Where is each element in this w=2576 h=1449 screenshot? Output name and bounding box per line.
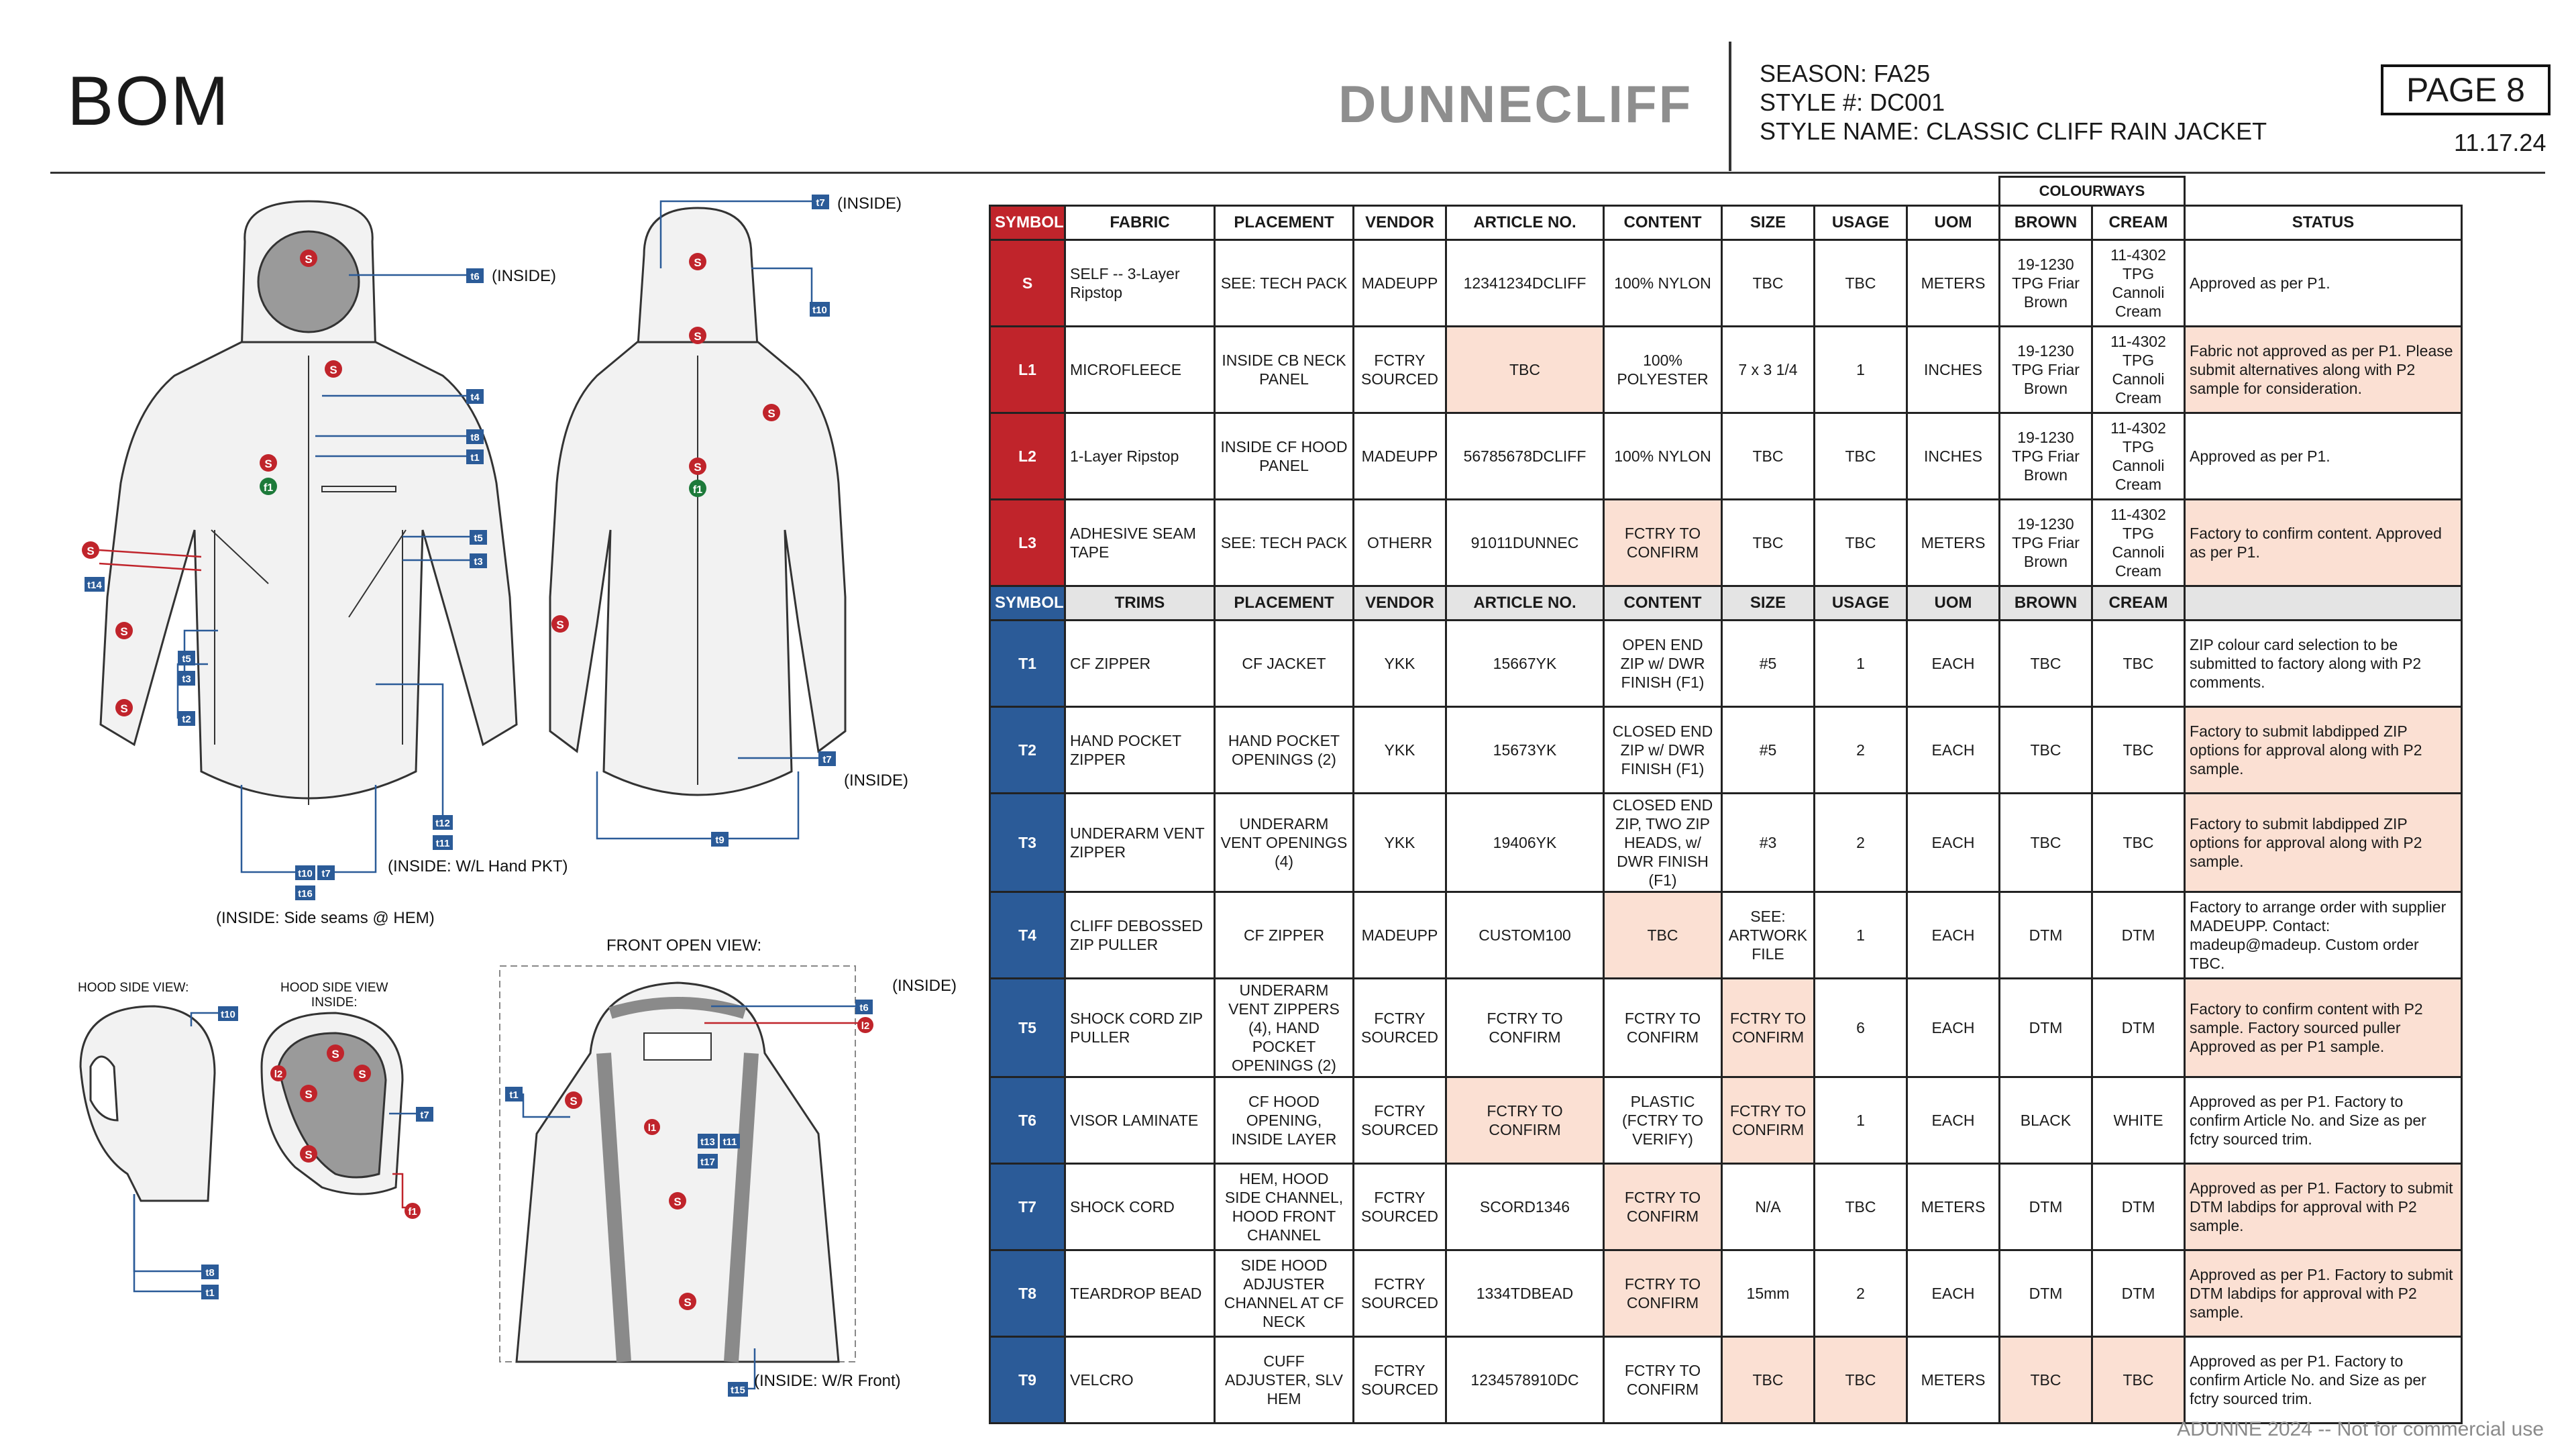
uom-cell: EACH [1907,707,2000,794]
name-cell: TEARDROP BEAD [1065,1250,1215,1337]
name-cell: ADHESIVE SEAM TAPE [1065,500,1215,586]
usage-cell: 1 [1815,1077,1907,1164]
trim-header-cell: CONTENT [1604,586,1722,621]
callout-t6-front-inside: (INSIDE) [892,977,957,995]
trim-header-cell: SIZE [1722,586,1815,621]
page-title: BOM [67,62,230,140]
uom-cell: EACH [1907,794,2000,892]
symbol-cell: T2 [990,707,1065,794]
article-cell: 56785678DCLIFF [1446,413,1604,500]
svg-text:f1: f1 [263,482,274,494]
usage-cell: TBC [1815,1337,1907,1424]
trim-header-cell: UOM [1907,586,2000,621]
article-cell: 1234578910DC [1446,1337,1604,1424]
article-cell: SCORD1346 [1446,1164,1604,1250]
header-divider [1729,42,1731,171]
symbol-cell: T7 [990,1164,1065,1250]
vendor-cell: FCTRY SOURCED [1354,1250,1446,1337]
svg-text:t5: t5 [474,533,483,544]
uom-cell: INCHES [1907,327,2000,413]
table-row [990,621,2462,707]
status-cell: Factory to confirm content. Approved as per P1. [2185,500,2462,586]
size-cell: TBC [1722,240,1815,327]
name-cell: CF ZIPPER [1065,621,1215,707]
svg-text:l2: l2 [274,1069,283,1080]
callout-t7-inside-top: (INSIDE) [837,195,902,213]
content-cell: OPEN END ZIP w/ DWR FINISH (F1) [1604,621,1722,707]
cream-cell: WHITE [2092,1077,2185,1164]
svg-text:t8: t8 [470,432,480,443]
fabric-header-cell: USAGE [1815,206,1907,240]
date-text: 11.17.24 [2454,129,2546,156]
usage-cell: 6 [1815,979,1907,1077]
symbol-cell: T8 [990,1250,1065,1337]
svg-text:t7: t7 [816,197,825,209]
brown-cell: DTM [2000,892,2092,979]
svg-text:t16: t16 [298,888,313,900]
fabric-header-cell: ARTICLE NO. [1446,206,1604,240]
callout-side-seams: (INSIDE: Side seams @ HEM) [216,909,435,927]
brand-name: DUNNECLIFF [1338,74,1693,133]
svg-text:l2: l2 [861,1020,870,1032]
table-row [990,892,2462,979]
content-cell: PLASTIC (FCTRY TO VERIFY) [1604,1077,1722,1164]
svg-text:t5: t5 [182,653,191,665]
name-cell: SELF -- 3-Layer Ripstop [1065,240,1215,327]
svg-text:t15: t15 [731,1385,745,1396]
article-cell: CUSTOM100 [1446,892,1604,979]
garment-sketches: S f1 t6 t4 t8 t1 t5 t3 t14 t5 t3 t2 t12 t11 t10 t7 t16 f1 t7 t10 t7 t9 t10 t8 t1 t7 f1 l2 t6 l2 t1 l1 t13 t11 t17 t15 [40,181,979,1409]
brown-cell: DTM [2000,979,2092,1077]
fabric-header-row [990,206,2462,240]
table-row [990,1250,2462,1337]
vendor-cell: MADEUPP [1354,413,1446,500]
brown-cell: DTM [2000,1164,2092,1250]
name-cell: 1-Layer Ripstop [1065,413,1215,500]
size-cell: FCTRY TO CONFIRM [1722,979,1815,1077]
usage-cell: TBC [1815,500,1907,586]
usage-cell: TBC [1815,1164,1907,1250]
brown-cell: TBC [2000,621,2092,707]
placement-cell: SEE: TECH PACK [1215,500,1354,586]
table-row [990,1077,2462,1164]
name-cell: MICROFLEECE [1065,327,1215,413]
hood-side-view-inside-label: HOOD SIDE VIEW INSIDE: [280,981,388,1010]
colourways-band [990,177,2462,206]
status-cell: Approved as per P1. Factory to submit DTM labdips for approval with P2 sample. [2185,1250,2462,1337]
cream-cell: 11-4302 TPG Cannoli Cream [2092,240,2185,327]
status-cell: Approved as per P1. Factory to submit DTM labdips for approval with P2 sample. [2185,1164,2462,1250]
bom-table-body [990,177,2462,1424]
article-cell: TBC [1446,327,1604,413]
fabric-header-cell: SYMBOL [990,206,1065,240]
svg-text:t1: t1 [509,1089,519,1101]
svg-text:t2: t2 [182,714,191,725]
svg-text:t7: t7 [321,868,331,879]
callout-wr-front: (INSIDE: W/R Front) [754,1372,901,1390]
placement-cell: UNDERARM VENT OPENINGS (4) [1215,794,1354,892]
status-cell: Fabric not approved as per P1. Please submit alternatives along with P2 sample for consideration. [2185,327,2462,413]
placement-cell: CF JACKET [1215,621,1354,707]
trim-header-cell: BROWN [2000,586,2092,621]
cream-cell: DTM [2092,979,2185,1077]
symbol-cell: L2 [990,413,1065,500]
name-cell: CLIFF DEBOSSED ZIP PULLER [1065,892,1215,979]
svg-text:t3: t3 [474,556,483,568]
brown-cell: 19-1230 TPG Friar Brown [2000,327,2092,413]
placement-cell: HEM, HOOD SIDE CHANNEL, HOOD FRONT CHANNEL [1215,1164,1354,1250]
cream-cell: TBC [2092,621,2185,707]
svg-text:t14: t14 [87,580,102,591]
svg-text:t13: t13 [700,1136,715,1148]
style-meta [1760,59,2267,146]
table-row [990,500,2462,586]
cream-cell: DTM [2092,1164,2185,1250]
hood-side-view-label: HOOD SIDE VIEW: [78,981,189,995]
status-cell: Approved as per P1. [2185,240,2462,327]
vendor-cell: FCTRY SOURCED [1354,1164,1446,1250]
table-row [990,707,2462,794]
svg-text:t10: t10 [221,1009,235,1020]
name-cell: UNDERARM VENT ZIPPER [1065,794,1215,892]
placement-cell: UNDERARM VENT ZIPPERS (4), HAND POCKET OPENINGS (2) [1215,979,1354,1077]
cream-cell: 11-4302 TPG Cannoli Cream [2092,327,2185,413]
uom-cell: METERS [1907,1337,2000,1424]
brown-cell: TBC [2000,1337,2092,1424]
size-cell: TBC [1722,1337,1815,1424]
hood-inside-view [262,1013,402,1194]
size-cell: FCTRY TO CONFIRM [1722,1077,1815,1164]
symbol-cell: T4 [990,892,1065,979]
trim-header-cell: USAGE [1815,586,1907,621]
usage-cell: 2 [1815,1250,1907,1337]
content-cell: FCTRY TO CONFIRM [1604,1164,1722,1250]
size-cell: #5 [1722,621,1815,707]
uom-cell: EACH [1907,1077,2000,1164]
fabric-header-cell: SIZE [1722,206,1815,240]
content-cell: FCTRY TO CONFIRM [1604,1337,1722,1424]
cream-cell: 11-4302 TPG Cannoli Cream [2092,413,2185,500]
brown-cell: TBC [2000,794,2092,892]
size-cell: #3 [1722,794,1815,892]
status-cell: Approved as per P1. Factory to confirm Article No. and Size as per fctry sourced trim. [2185,1337,2462,1424]
content-cell: TBC [1604,892,1722,979]
symbol-cell: T5 [990,979,1065,1077]
fabric-header-cell: UOM [1907,206,2000,240]
usage-cell: TBC [1815,240,1907,327]
trim-header-cell [2185,586,2462,621]
vendor-cell: YKK [1354,621,1446,707]
name-cell: SHOCK CORD [1065,1164,1215,1250]
brown-cell: DTM [2000,1250,2092,1337]
symbol-cell: L3 [990,500,1065,586]
name-cell: VISOR LAMINATE [1065,1077,1215,1164]
svg-text:t1: t1 [470,452,480,464]
status-cell: Factory to arrange order with supplier MADEUPP. Contact: madeup@madeup. Custom order TBC. [2185,892,2462,979]
table-row [990,979,2462,1077]
content-cell: CLOSED END ZIP, TWO ZIP HEADS, w/ DWR FINISH (F1) [1604,794,1722,892]
svg-text:t11: t11 [722,1136,737,1148]
svg-text:t17: t17 [700,1157,715,1168]
content-cell: CLOSED END ZIP w/ DWR FINISH (F1) [1604,707,1722,794]
symbol-cell: T3 [990,794,1065,892]
vendor-cell: FCTRY SOURCED [1354,327,1446,413]
cream-cell: TBC [2092,707,2185,794]
footer-copyright: ADUNNE 2024 -- Not for commercial use [2177,1418,2544,1440]
vendor-cell: MADEUPP [1354,892,1446,979]
svg-text:t10: t10 [812,305,827,316]
svg-text:t4: t4 [470,392,480,403]
placement-cell: CF ZIPPER [1215,892,1354,979]
vendor-cell: FCTRY SOURCED [1354,979,1446,1077]
trim-header-cell: VENDOR [1354,586,1446,621]
brown-cell: 19-1230 TPG Friar Brown [2000,240,2092,327]
svg-text:t8: t8 [205,1267,215,1279]
table-row [990,794,2462,892]
svg-text:f1: f1 [692,484,703,496]
front-view-jacket [101,201,517,805]
size-cell: SEE: ARTWORK FILE [1722,892,1815,979]
trim-header-cell: SYMBOL [990,586,1065,621]
callout-wl-hand-pkt: (INSIDE: W/L Hand PKT) [388,857,568,875]
usage-cell: 1 [1815,621,1907,707]
size-cell: 15mm [1722,1250,1815,1337]
vendor-cell: MADEUPP [1354,240,1446,327]
vendor-cell: YKK [1354,794,1446,892]
size-cell: #5 [1722,707,1815,794]
callout-t6-inside: (INSIDE) [492,267,556,285]
trim-header-cell: PLACEMENT [1215,586,1354,621]
symbol-cell: T6 [990,1077,1065,1164]
size-cell: N/A [1722,1164,1815,1250]
article-cell: 12341234DCLIFF [1446,240,1604,327]
style-name-text: STYLE NAME: CLASSIC CLIFF RAIN JACKET [1760,117,2267,145]
content-cell: FCTRY TO CONFIRM [1604,500,1722,586]
name-cell: VELCRO [1065,1337,1215,1424]
symbol-cell: S [990,240,1065,327]
cream-cell: 11-4302 TPG Cannoli Cream [2092,500,2185,586]
status-cell: Approved as per P1. [2185,413,2462,500]
placement-cell: CF HOOD OPENING, INSIDE LAYER [1215,1077,1354,1164]
svg-text:t3: t3 [182,674,191,685]
status-cell: Factory to submit labdipped ZIP options for approval along with P2 sample. [2185,707,2462,794]
bom-table [989,176,2463,1424]
svg-text:t12: t12 [435,818,450,829]
status-cell: ZIP colour card selection to be submitted to factory along with P2 comments. [2185,621,2462,707]
article-cell: 19406YK [1446,794,1604,892]
placement-cell: CUFF ADJUSTER, SLV HEM [1215,1337,1354,1424]
status-cell: Factory to confirm content with P2 sample. Factory sourced puller Approved as per P1 sample. [2185,979,2462,1077]
symbol-cell: T9 [990,1337,1065,1424]
symbol-cell: T1 [990,621,1065,707]
article-cell: 1334TDBEAD [1446,1250,1604,1337]
name-cell: SHOCK CORD ZIP PULLER [1065,979,1215,1077]
placement-cell: HAND POCKET OPENINGS (2) [1215,707,1354,794]
header-rule [50,172,2545,174]
vendor-cell: OTHERR [1354,500,1446,586]
article-cell: FCTRY TO CONFIRM [1446,1077,1604,1164]
svg-text:t1: t1 [205,1287,215,1299]
vendor-cell: FCTRY SOURCED [1354,1337,1446,1424]
size-cell: 7 x 3 1/4 [1722,327,1815,413]
trim-header-cell: ARTICLE NO. [1446,586,1604,621]
front-open-view-label: FRONT OPEN VIEW: [606,936,762,955]
table-row [990,327,2462,413]
placement-cell: SIDE HOOD ADJUSTER CHANNEL AT CF NECK [1215,1250,1354,1337]
uom-cell: METERS [1907,240,2000,327]
table-row [990,413,2462,500]
svg-text:t11: t11 [435,838,450,849]
colourways-label: COLOURWAYS [2000,177,2185,206]
placement-cell: SEE: TECH PACK [1215,240,1354,327]
uom-cell: EACH [1907,621,2000,707]
svg-text:t6: t6 [859,1002,869,1014]
front-open-jacket [517,983,839,1362]
content-cell: 100% NYLON [1604,413,1722,500]
uom-cell: METERS [1907,1164,2000,1250]
trim-header-row [990,586,2462,621]
svg-text:f1: f1 [408,1206,417,1218]
status-cell: Factory to submit labdipped ZIP options for approval along with P2 sample. [2185,794,2462,892]
uom-cell: INCHES [1907,413,2000,500]
cream-cell: DTM [2092,892,2185,979]
size-cell: TBC [1722,413,1815,500]
fabric-header-cell: STATUS [2185,206,2462,240]
article-cell: FCTRY TO CONFIRM [1446,979,1604,1077]
svg-text:t7: t7 [420,1110,429,1121]
fabric-header-cell: VENDOR [1354,206,1446,240]
table-row [990,240,2462,327]
symbol-cell: L1 [990,327,1065,413]
fabric-header-cell: CREAM [2092,206,2185,240]
table-row [990,1337,2462,1424]
placement-cell: INSIDE CB NECK PANEL [1215,327,1354,413]
uom-cell: EACH [1907,892,2000,979]
cream-cell: TBC [2092,794,2185,892]
name-cell: HAND POCKET ZIPPER [1065,707,1215,794]
size-cell: TBC [1722,500,1815,586]
brown-cell: 19-1230 TPG Friar Brown [2000,413,2092,500]
fabric-header-cell: PLACEMENT [1215,206,1354,240]
usage-cell: 2 [1815,794,1907,892]
fabric-header-cell: CONTENT [1604,206,1722,240]
svg-text:t10: t10 [298,868,313,879]
callout-t7-inside-back: (INSIDE) [844,771,908,790]
fabric-header-cell: FABRIC [1065,206,1215,240]
uom-cell: METERS [1907,500,2000,586]
table-row [990,1164,2462,1250]
cream-cell: DTM [2092,1250,2185,1337]
season-text: SEASON: FA25 [1760,60,1931,87]
content-cell: FCTRY TO CONFIRM [1604,1250,1722,1337]
cream-cell: TBC [2092,1337,2185,1424]
page-number: PAGE 8 [2381,64,2551,115]
vendor-cell: YKK [1354,707,1446,794]
usage-cell: 2 [1815,707,1907,794]
brown-cell: TBC [2000,707,2092,794]
content-cell: FCTRY TO CONFIRM [1604,979,1722,1077]
uom-cell: EACH [1907,1250,2000,1337]
hood-side-view [80,1006,215,1201]
brown-cell: 19-1230 TPG Friar Brown [2000,500,2092,586]
content-cell: 100% NYLON [1604,240,1722,327]
svg-text:t9: t9 [715,835,724,846]
trim-header-cell: CREAM [2092,586,2185,621]
article-cell: 15667YK [1446,621,1604,707]
usage-cell: 1 [1815,327,1907,413]
back-view-jacket [550,208,845,795]
trim-header-cell: TRIMS [1065,586,1215,621]
placement-cell: INSIDE CF HOOD PANEL [1215,413,1354,500]
svg-text:t6: t6 [470,271,480,282]
usage-cell: TBC [1815,413,1907,500]
brown-cell: BLACK [2000,1077,2092,1164]
vendor-cell: FCTRY SOURCED [1354,1077,1446,1164]
usage-cell: 1 [1815,892,1907,979]
svg-text:t7: t7 [822,754,832,765]
article-cell: 15673YK [1446,707,1604,794]
uom-cell: EACH [1907,979,2000,1077]
status-cell: Approved as per P1. Factory to confirm Article No. and Size as per fctry sourced trim. [2185,1077,2462,1164]
article-cell: 91011DUNNEC [1446,500,1604,586]
svg-text:l1: l1 [647,1122,657,1134]
fabric-header-cell: BROWN [2000,206,2092,240]
style-number-text: STYLE #: DC001 [1760,89,1945,116]
content-cell: 100% POLYESTER [1604,327,1722,413]
